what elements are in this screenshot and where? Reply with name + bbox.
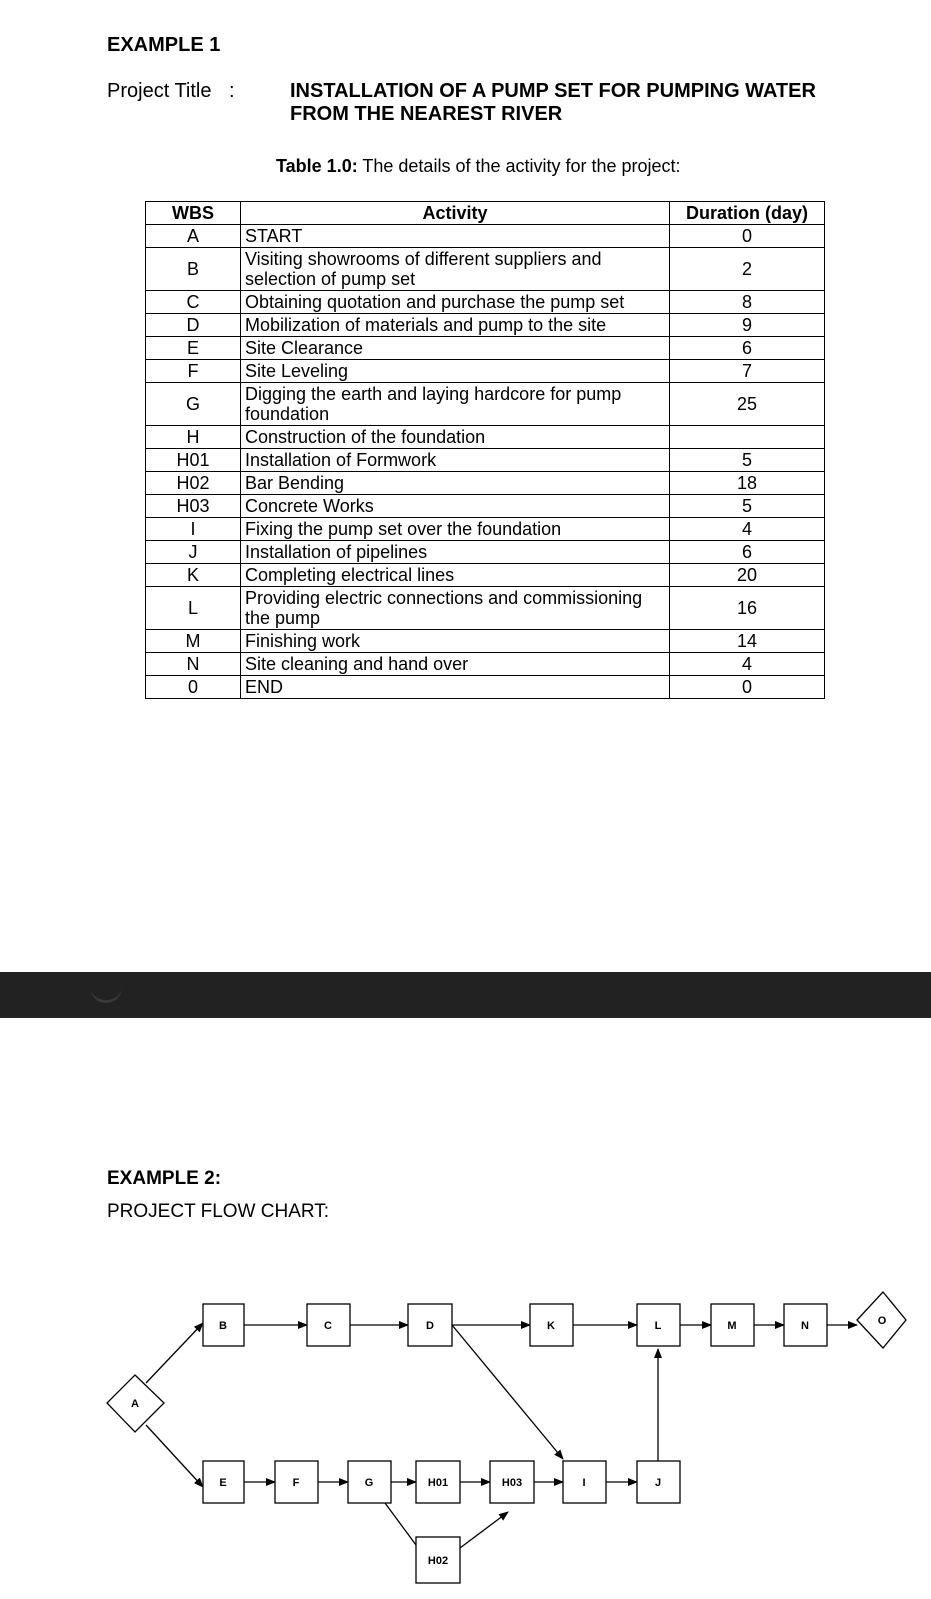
node-J [637,1461,680,1503]
node-C-label: C [324,1320,332,1332]
node-N-label: N [801,1320,809,1332]
table-row [146,518,825,541]
wbs-cell: M [146,630,241,653]
table-row [146,291,825,314]
activity-cell: Digging the earth and laying hardcore for pump foundation [241,383,670,426]
wbs-cell: K [146,564,241,587]
activity-table [145,201,825,699]
node-D [408,1304,452,1346]
table-row [146,248,825,291]
flowchart-subheading: PROJECT FLOW CHART: [107,1201,330,1222]
duration-cell: 5 [670,495,825,518]
wbs-cell: H03 [146,495,241,518]
duration-cell: 6 [670,337,825,360]
table-row [146,225,825,248]
wbs-cell: N [146,653,241,676]
wbs-cell: I [146,518,241,541]
duration-cell: 0 [670,676,825,699]
node-E-label: E [219,1477,227,1489]
table-row [146,630,825,653]
table-row [146,495,825,518]
project-title-label [107,80,235,103]
activity-cell: Construction of the foundation [241,426,670,449]
node-H01-label: H01 [427,1477,449,1489]
node-C [307,1304,350,1346]
activity-cell: Fixing the pump set over the foundation [241,518,670,541]
activity-cell: START [241,225,670,248]
wbs-cell: B [146,248,241,291]
activity-cell: Installation of Formwork [241,449,670,472]
duration-cell: 4 [670,653,825,676]
node-F-label: F [292,1477,300,1489]
node-B-label: B [219,1320,227,1332]
example2-heading: EXAMPLE 2: [107,1168,222,1189]
node-D-label: D [426,1320,434,1332]
node-O-label: O [877,1315,887,1327]
activity-cell: Site cleaning and hand over [241,653,670,676]
duration-cell [670,426,825,449]
duration-cell: 0 [670,225,825,248]
node-E [203,1461,244,1503]
duration-cell: 9 [670,314,825,337]
node-M [711,1304,754,1346]
duration-cell: 16 [670,587,825,630]
wbs-cell: H [146,426,241,449]
edge-A-E [146,1425,203,1487]
node-A [107,1375,164,1432]
col-header-duration: Duration (day) [670,202,825,225]
node-F [275,1461,318,1503]
node-B [203,1304,244,1346]
node-I [563,1461,606,1503]
node-O [857,1292,906,1348]
wbs-cell: D [146,314,241,337]
node-L-label: L [654,1320,662,1332]
table-row [146,383,825,426]
example1-heading: EXAMPLE 1 [107,34,221,56]
wbs-cell: G [146,383,241,426]
table-row [146,676,825,699]
wbs-cell: H02 [146,472,241,495]
node-H02 [416,1537,460,1583]
table-caption-label: Table 1.0: [276,156,358,176]
wbs-cell: J [146,541,241,564]
project-title-colon: : [229,80,235,102]
table-caption-text: The details of the activity for the project: [362,156,681,176]
wbs-cell: E [146,337,241,360]
duration-cell: 4 [670,518,825,541]
node-I-label: I [582,1477,586,1489]
node-G-label: G [364,1477,374,1489]
project-title-label-text: Project Title [107,80,212,102]
duration-cell: 8 [670,291,825,314]
activity-cell: Installation of pipelines [241,541,670,564]
activity-cell: Visiting showrooms of different suppliers and selection of pump set [241,248,670,291]
activity-cell: Providing electric connections and commissioning the pump [241,587,670,630]
node-K-label: K [547,1320,555,1332]
node-N [784,1304,827,1346]
wbs-cell: 0 [146,676,241,699]
table-caption [276,156,681,177]
col-header-wbs: WBS [146,202,241,225]
activity-cell: Mobilization of materials and pump to the site [241,314,670,337]
duration-cell: 5 [670,449,825,472]
node-H02-label: H02 [427,1555,449,1567]
table-row [146,541,825,564]
project-title-line2: FROM THE NEAREST RIVER [290,103,563,125]
activity-cell: Obtaining quotation and purchase the pump set [241,291,670,314]
table-row [146,314,825,337]
activity-cell: Site Leveling [241,360,670,383]
activity-cell: END [241,676,670,699]
project-title-line1: INSTALLATION OF A PUMP SET FOR PUMPING WATER [290,80,816,102]
node-L [637,1304,680,1346]
duration-cell: 25 [670,383,825,426]
node-H01 [416,1461,460,1503]
node-K [530,1304,573,1346]
table-row [146,449,825,472]
edge-A-B [146,1323,203,1383]
faint-logo-icon [90,986,122,1003]
wbs-cell: C [146,291,241,314]
wbs-cell: L [146,587,241,630]
col-header-activity: Activity [241,202,670,225]
activity-cell: Site Clearance [241,337,670,360]
table-row [146,360,825,383]
duration-cell: 6 [670,541,825,564]
node-H03-label: H03 [501,1477,523,1489]
dark-divider-band [0,972,931,1018]
table-row [146,337,825,360]
duration-cell: 18 [670,472,825,495]
activity-cell: Finishing work [241,630,670,653]
node-J-label: J [654,1477,662,1489]
edge-H02-H03 [460,1512,508,1548]
project-flow-chart [0,1270,931,1599]
activity-cell: Concrete Works [241,495,670,518]
wbs-cell: H01 [146,449,241,472]
table-header-row [146,202,825,225]
table-row [146,564,825,587]
activity-table-body [146,225,825,699]
node-A-label: A [131,1398,139,1410]
duration-cell: 2 [670,248,825,291]
duration-cell: 7 [670,360,825,383]
table-row [146,587,825,630]
edge-G-H02 [385,1503,416,1545]
table-row [146,653,825,676]
wbs-cell: A [146,225,241,248]
activity-cell: Bar Bending [241,472,670,495]
node-M-label: M [727,1320,737,1332]
node-G [348,1461,391,1503]
duration-cell: 20 [670,564,825,587]
project-title [290,80,816,126]
wbs-cell: F [146,360,241,383]
activity-cell: Completing electrical lines [241,564,670,587]
node-H03 [490,1461,534,1503]
table-row [146,472,825,495]
table-row [146,426,825,449]
duration-cell: 14 [670,630,825,653]
